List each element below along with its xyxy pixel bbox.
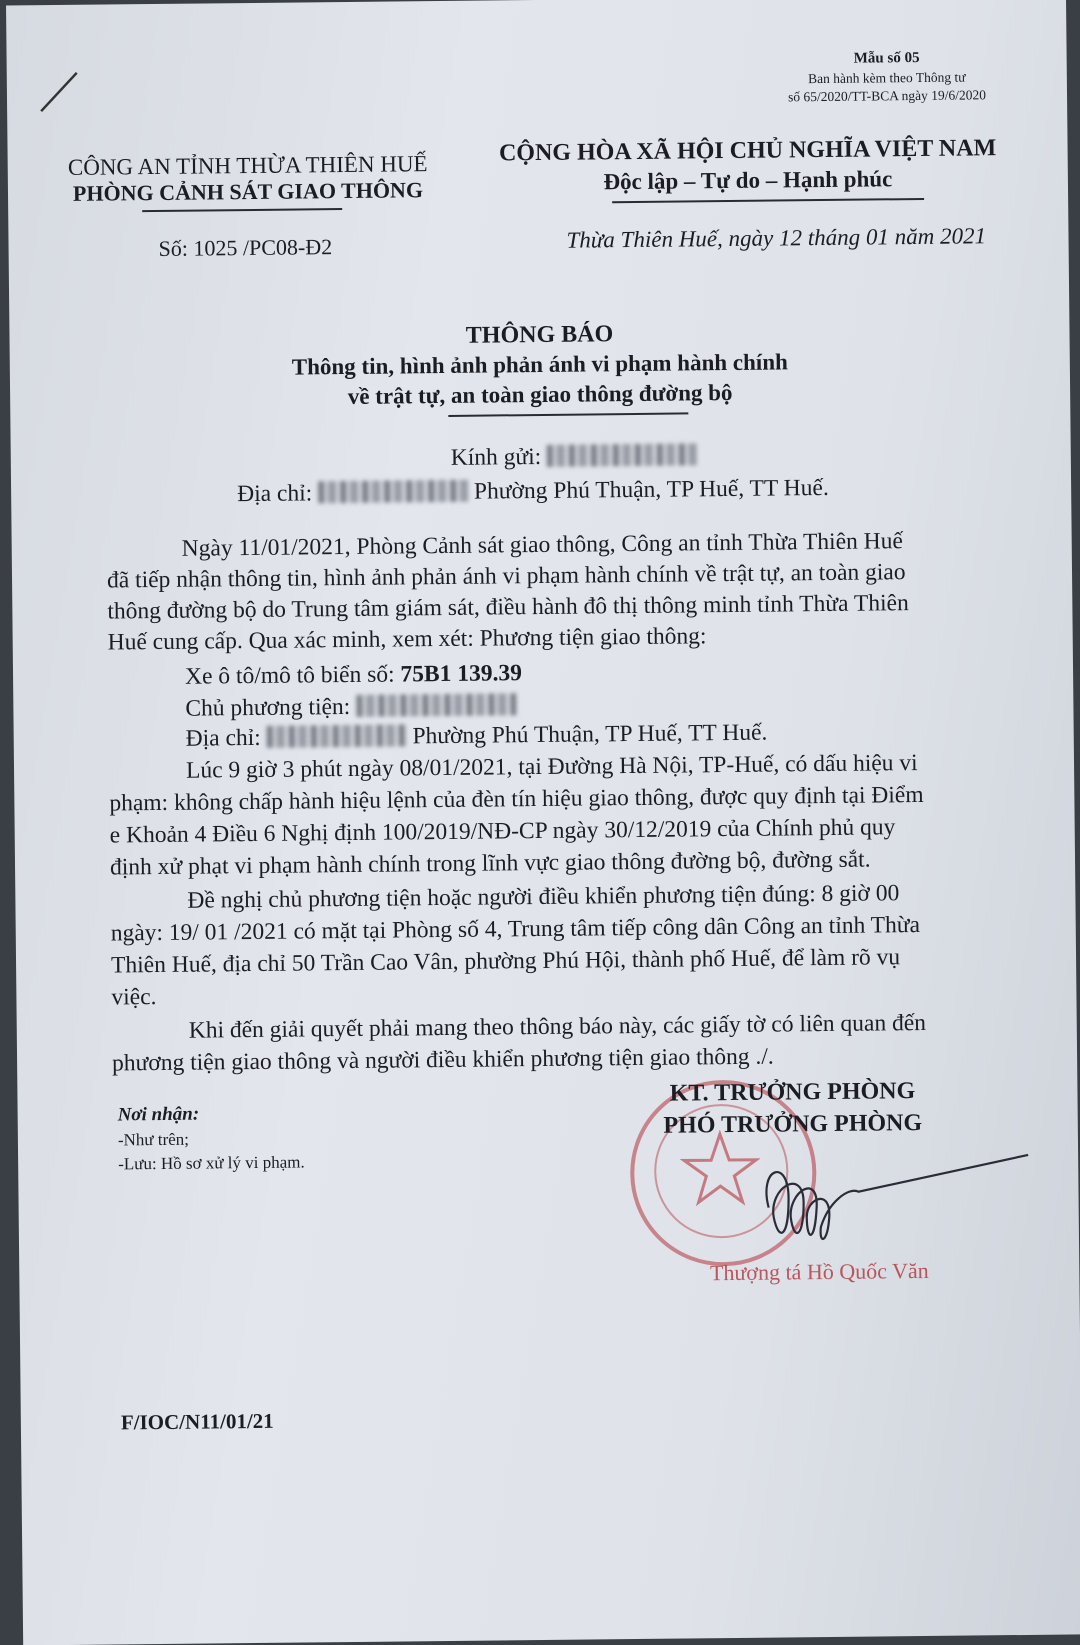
body-p4-line1: Khi đến giải quyết phải mang theo thông báo này, các giấy tờ có liên quan đến [188, 1009, 927, 1044]
place-date: Thừa Thiên Huế, ngày 12 tháng 01 năm 2021 [566, 223, 987, 253]
owner-line [185, 692, 516, 722]
recipient-address-tail: Phường Phú Thuận, TP Huế, TT Huế. [473, 474, 829, 505]
national-motto: Độc lập – Tự do – Hạnh phúc [603, 166, 893, 195]
agency-name: CÔNG AN TỈNH THỪA THIÊN HUẾ [67, 151, 428, 180]
plate-line [185, 660, 522, 691]
redacted-owner-address [267, 724, 407, 747]
form-number: Mẫu số 05 [853, 49, 920, 67]
signature-role-1: KT. TRƯỞNG PHÒNG [669, 1078, 916, 1107]
form-issued-line2: số 65/2020/TT-BCA ngày 19/6/2020 [787, 87, 987, 105]
recipients-item-1: -Như trên; [117, 1129, 190, 1150]
title-underline [448, 412, 688, 417]
redacted-owner-name [356, 693, 516, 717]
body-p2-line4: định xử phạt vi phạm hành chính trong lĩnh vực giao thông đường bộ, đường sắt. [109, 846, 871, 881]
owner-label: Chủ phương tiện: [185, 693, 351, 722]
redacted-recipient-name [547, 443, 697, 467]
handwritten-signature [748, 1145, 1039, 1258]
signer-name: Thượng tá Hồ Quốc Văn [709, 1257, 929, 1286]
body-p1-line3: thông đường bộ do Trung tâm giám sát, điều hành đô thị thông minh tỉnh Thừa Thiên [107, 590, 909, 625]
redacted-recipient-address [318, 480, 468, 504]
plate-value: 75B1 139.39 [400, 660, 523, 688]
body-p4-line2: phương tiện giao thông và người điều khiển phương tiện giao thông ./. [111, 1043, 774, 1077]
body-p2-line2: phạm: không chấp hành hiệu lệnh của đèn tín hiệu giao thông, được quy định tại Điểm [109, 781, 924, 817]
country-name: CỘNG HÒA XÃ HỘI CHỦ NGHĨA VIỆT NAM [498, 135, 997, 167]
body-p2-line1: Lúc 9 giờ 3 phút ngày 08/01/2021, tại Đường Hà Nội, TP-Huế, có dấu hiệu vi [185, 750, 918, 784]
body-p3-line3: Thiên Huế, địa chỉ 50 Trần Cao Vân, phường Phú Hội, thành phố Huế, để làm rõ vụ [110, 944, 901, 979]
owner-address-label: Địa chỉ: [185, 724, 261, 752]
recipient-line [451, 442, 698, 472]
body-p3-line1: Đề nghị chủ phương tiện hoặc người điều khiển phương tiện đúng: 8 giờ 00 [187, 880, 900, 914]
document-number: Số: 1025 /PC08-Đ2 [158, 234, 333, 261]
department-underline [142, 208, 342, 212]
body-p3-line2: ngày: 19/ 01 /2021 có mặt tại Phòng số 4, Trung tâm tiếp công dân Công an tỉnh Thừa [110, 912, 921, 947]
body-p1-line2: đã tiếp nhận thông tin, hình ảnh phản ánh vi phạm hành chính về trật tự, an toàn giao [106, 559, 906, 594]
owner-address-tail: Phường Phú Thuận, TP Huế, TT Huế. [412, 719, 768, 750]
body-p2-line3: e Khoản 4 Điều 6 Nghị định 100/2019/NĐ-CP ngày 30/12/2019 của Chính phủ quy [109, 814, 896, 849]
form-issued-line1: Ban hành kèm theo Thông tư [808, 69, 966, 87]
notice-subtitle-2: về trật tự, an toàn giao thông đường bộ [347, 379, 733, 409]
recipients-item-2: -Lưu: Hồ sơ xử lý vi phạm. [118, 1152, 305, 1174]
document-page [6, 0, 1080, 1645]
department-name: PHÒNG CẢNH SÁT GIAO THÔNG [72, 177, 424, 206]
owner-address-line [186, 720, 768, 753]
signature-role-2: PHÓ TRƯỞNG PHÒNG [663, 1110, 923, 1139]
body-p1-line4: Huế cung cấp. Qua xác minh, xem xét: Phương tiện giao thông: [107, 623, 707, 656]
notice-title: THÔNG BÁO [465, 321, 614, 349]
body-p1-line1: Ngày 11/01/2021, Phòng Cảnh sát giao thông, Công an tỉnh Thừa Thiên Huế [181, 528, 903, 562]
body-p3-line4: việc. [111, 984, 157, 1011]
plate-label: Xe ô tô/mô tô biển số: [184, 661, 395, 690]
notice-subtitle-1: Thông tin, hình ảnh phản ánh vi phạm hành chính [291, 349, 788, 380]
footer-code: F/IOC/N11/01/21 [120, 1408, 274, 1435]
recipient-address-label: Địa chỉ: [237, 480, 313, 508]
recipients-title: Nơi nhận: [117, 1103, 200, 1126]
recipient-label: Kính gửi: [450, 443, 542, 471]
recipient-address-line [237, 475, 829, 508]
motto-underline [612, 198, 924, 203]
pen-mark [37, 67, 88, 118]
